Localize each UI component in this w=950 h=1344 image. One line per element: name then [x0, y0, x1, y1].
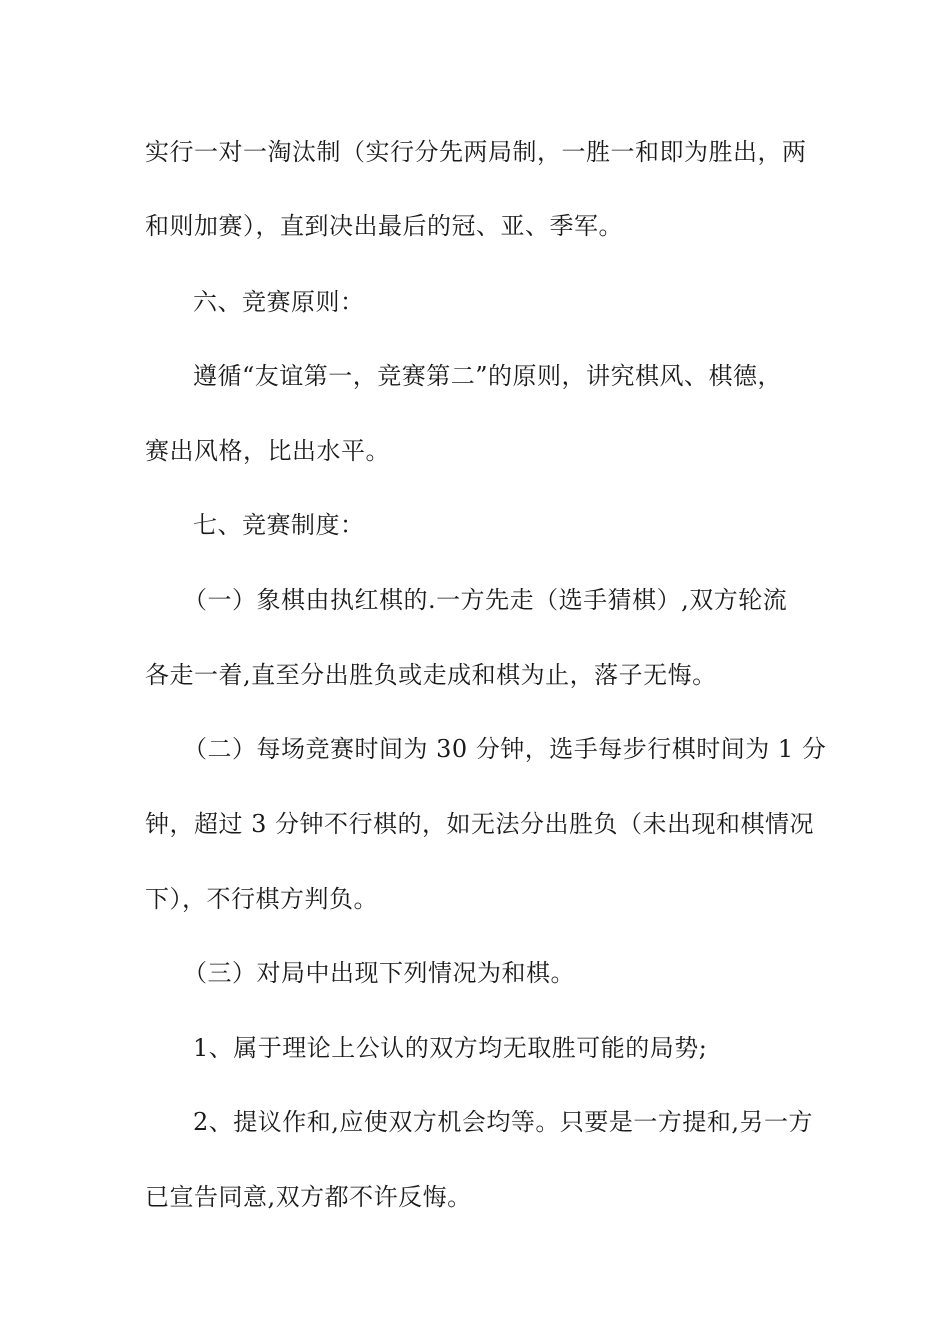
- paragraph-line-3: 遵循“友谊第一，竞赛第二”的原则，讲究棋风、棋德，: [193, 362, 783, 390]
- list-item-2: 2、提议作和,应使双方机会均等。只要是一方提和,另一方: [193, 1108, 814, 1136]
- paragraph-line-6: 各走一着,直至分出胜负或走成和棋为止，落子无悔。: [145, 661, 717, 689]
- section-heading-7: 七、竞赛制度：: [193, 511, 365, 539]
- paragraph-line-2: 和则加赛），直到决出最后的冠、亚、季军。: [145, 212, 623, 240]
- section-heading-6: 六、竞赛原则：: [193, 288, 365, 316]
- list-item-1: 1、属于理论上公认的双方均无取胜可能的局势;: [193, 1034, 708, 1062]
- paragraph-line-10: （三）对局中出现下列情况为和棋。: [183, 959, 575, 987]
- paragraph-line-5: （一）象棋由执红棋的.一方先走（选手猜棋）,双方轮流: [183, 586, 788, 614]
- paragraph-line-4: 赛出风格，比出水平。: [145, 437, 390, 465]
- paragraph-line-9: 下），不行棋方判负。: [145, 885, 378, 913]
- paragraph-line-7: （二）每场竞赛时间为 30 分钟，选手每步行棋时间为 1 分: [183, 735, 827, 763]
- paragraph-line-8: 钟，超过 3 分钟不行棋的，如无法分出胜负（未出现和棋情况: [145, 810, 815, 838]
- paragraph-line-1: 实行一对一淘汰制（实行分先两局制，一胜一和即为胜出，两: [145, 138, 807, 166]
- list-item-2-continuation: 已宣告同意,双方都不许反悔。: [145, 1183, 472, 1211]
